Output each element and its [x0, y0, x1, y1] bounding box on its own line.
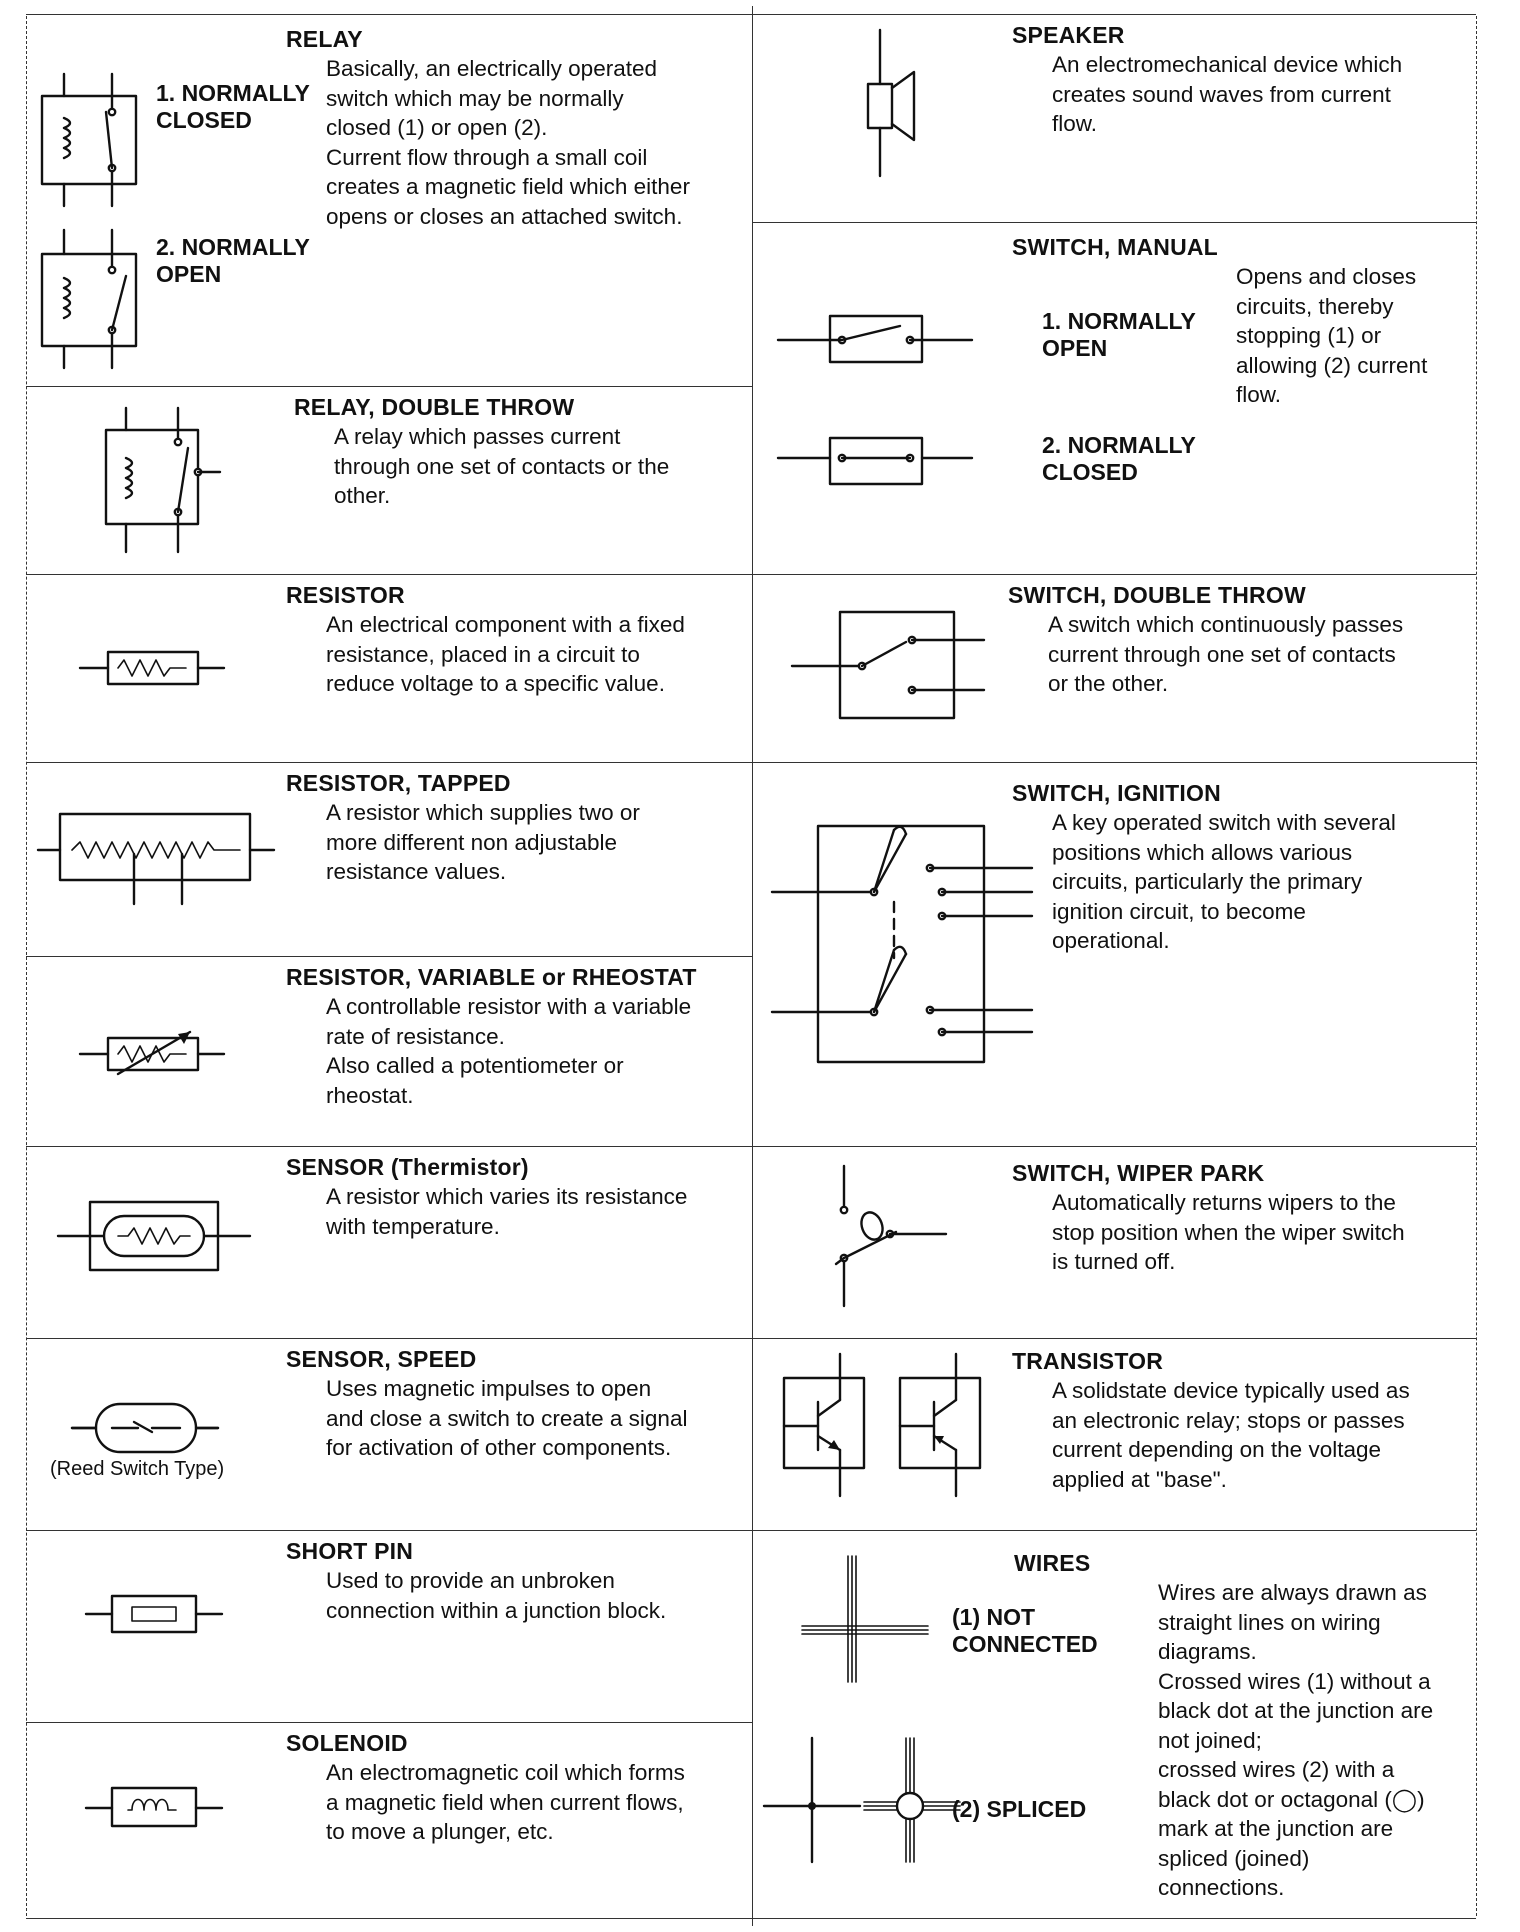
wires-spliced-dot-symbol [762, 1734, 862, 1864]
transistor-pnp-symbol [894, 1350, 994, 1500]
wires-option-not-connected: (1) NOT CONNECTED [952, 1604, 1098, 1657]
solenoid-description: An electromagnetic coil which forms a magnetic field when current flows, to move a plunger, etc. [326, 1760, 685, 1844]
switch-double-throw-title: SWITCH, DOUBLE THROW [1008, 582, 1306, 608]
transistor-description: A solidstate device typically used as an electronic relay; stops or passes current depending on the voltage applied at "base". [1052, 1378, 1410, 1492]
resistor-description: An electrical component with a fixed resistance, placed in a circuit to reduce voltage to a specific value. [326, 612, 685, 696]
row-divider [752, 222, 1476, 223]
top-border [26, 14, 1476, 15]
switch-ignition-title: SWITCH, IGNITION [1012, 780, 1221, 806]
sensor-speed-description: Uses magnetic impulses to open and close a switch to create a signal for activation of other components. [326, 1376, 688, 1460]
relay-double-throw-title: RELAY, DOUBLE THROW [294, 394, 575, 420]
short-pin-symbol [84, 1582, 224, 1646]
row-divider [752, 1146, 1476, 1147]
left-border [26, 16, 27, 1916]
speaker-symbol [854, 28, 934, 178]
resistor-symbol [78, 638, 228, 698]
switch-manual-normally-open-symbol [776, 306, 976, 366]
switch-ignition-symbol [770, 818, 1040, 1068]
row-divider [752, 1338, 1476, 1339]
relay-normally-closed-symbol [30, 70, 150, 210]
relay-option-normally-open: 2. NORMALLY OPEN [156, 234, 310, 287]
right-border [1476, 16, 1477, 1916]
row-divider [26, 1146, 752, 1147]
relay-normally-open-symbol [30, 226, 150, 372]
resistor-variable-symbol [78, 1016, 228, 1086]
resistor-tapped-description: A resistor which supplies two or more different non adjustable resistance values. [326, 800, 640, 884]
short-pin-title: SHORT PIN [286, 1538, 414, 1564]
row-divider [752, 574, 1476, 575]
switch-double-throw-description: A switch which continuously passes current through one set of contacts or the other. [1048, 612, 1404, 696]
wires-spliced-octagonal-symbol [862, 1734, 962, 1864]
sensor-speed-symbol [70, 1398, 220, 1462]
wires-option-spliced: (2) SPLICED [952, 1796, 1087, 1822]
resistor-variable-description: A controllable resistor with a variable rate of resistance. Also called a potentiometer or rheostat. [326, 994, 692, 1108]
short-pin-description: Used to provide an unbroken connection within a junction block. [326, 1568, 667, 1623]
reed-switch-caption: (Reed Switch Type) [50, 1458, 225, 1480]
resistor-title: RESISTOR [286, 582, 405, 608]
row-divider [26, 956, 752, 957]
switch-manual-normally-closed-symbol [776, 430, 976, 490]
row-divider [26, 1530, 752, 1531]
relay-double-throw-symbol [96, 406, 236, 556]
relay-double-throw-description: A relay which passes current through one set of contacts or the other. [334, 424, 670, 508]
row-divider [26, 386, 752, 387]
switch-manual-title: SWITCH, MANUAL [1012, 234, 1218, 260]
row-divider [26, 762, 752, 763]
column-divider [752, 6, 753, 1926]
speaker-title: SPEAKER [1012, 22, 1125, 48]
solenoid-title: SOLENOID [286, 1730, 408, 1756]
sensor-thermistor-description: A resistor which varies its resistance with temperature. [326, 1184, 688, 1239]
sensor-speed-title: SENSOR, SPEED [286, 1346, 477, 1372]
transistor-title: TRANSISTOR [1012, 1348, 1164, 1374]
transistor-npn-symbol [778, 1350, 878, 1500]
speaker-description: An electromechanical device which creates sound waves from current flow. [1052, 52, 1403, 136]
relay-option-normally-closed: 1. NORMALLY CLOSED [156, 80, 310, 133]
relay-title: RELAY [286, 26, 363, 52]
row-divider [752, 1530, 1476, 1531]
row-divider [752, 762, 1476, 763]
switch-wiper-park-title: SWITCH, WIPER PARK [1012, 1160, 1265, 1186]
solenoid-symbol [84, 1774, 224, 1838]
wires-not-connected-symbol [800, 1554, 930, 1684]
resistor-tapped-title: RESISTOR, TAPPED [286, 770, 511, 796]
switch-double-throw-symbol [790, 606, 990, 726]
relay-description: Basically, an electrically operated switch which may be normally closed (1) or open (2). Current flow through a small coil creates a magnetic field which either opens or closes an attached switch. [326, 56, 690, 229]
bottom-border [26, 1918, 1476, 1919]
switch-manual-option-normally-closed: 2. NORMALLY CLOSED [1042, 432, 1196, 485]
resistor-tapped-symbol [36, 806, 276, 906]
switch-manual-description: Opens and closes circuits, thereby stopping (1) or allowing (2) current flow. [1236, 264, 1428, 407]
sensor-thermistor-symbol [56, 1196, 252, 1280]
sensor-thermistor-title: SENSOR (Thermistor) [286, 1154, 529, 1180]
resistor-variable-title: RESISTOR, VARIABLE or RHEOSTAT [286, 964, 697, 990]
wires-title: WIRES [1014, 1550, 1091, 1576]
switch-wiper-park-description: Automatically returns wipers to the stop position when the wiper switch is turned off. [1052, 1190, 1405, 1274]
row-divider [26, 574, 752, 575]
switch-wiper-park-symbol [822, 1160, 952, 1310]
row-divider [26, 1338, 752, 1339]
row-divider [26, 1722, 752, 1723]
switch-ignition-description: A key operated switch with several positions which allows various circuits, particularly the primary ignition circuit, to become operational. [1052, 810, 1396, 953]
wires-description: Wires are always drawn as straight lines on wiring diagrams. Crossed wires (1) without a black dot at the junction are not joined; crossed wires (2) with a black dot or octagonal (◯) mark at the junction are spliced (joined) connections. [1158, 1580, 1434, 1900]
switch-manual-option-normally-open: 1. NORMALLY OPEN [1042, 308, 1196, 361]
